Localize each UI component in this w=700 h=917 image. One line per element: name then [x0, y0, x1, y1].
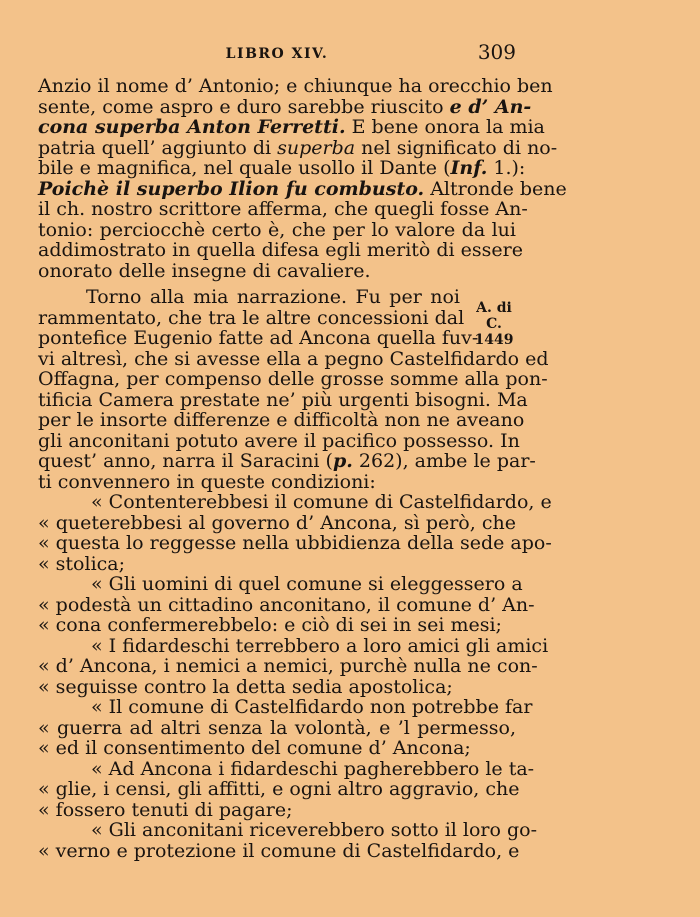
text-line: Anzio il nome d’ Antonio; e chiunque ha orecchio ben	[38, 75, 553, 97]
text-line: pontefice Eugenio fatte ad Ancona quella fuv-	[38, 327, 479, 349]
text-line: « Gli uomini di quel comune si eleggessero a	[91, 573, 523, 595]
text-line: tificia Camera prestate ne’ più urgenti bisogni. Ma	[38, 388, 528, 411]
text-line: tonio: perciocchè certo è, che per lo valore da lui	[38, 218, 516, 241]
text-line: « podestà un cittadino anconitano, il comune d’ An-	[38, 593, 535, 616]
text-line: Poichè il superbo Ilion fu combusto. Altronde bene	[38, 177, 567, 200]
text-line: il ch. nostro scrittore afferma, che quegli fosse An-	[38, 198, 528, 220]
text-line: « Gli anconitani riceverebbero sotto il loro go-	[91, 819, 538, 841]
text-line: « queterebbesi al governo d’ Ancona, sì però, che	[38, 511, 516, 534]
text-line: Offagna, per compenso delle grosse somme alla pon-	[38, 368, 548, 390]
text-line: « I fidardeschi terrebbero a loro amici gli amici	[91, 634, 549, 657]
quoted-condition-5	[38, 757, 535, 821]
text-line: per le insorte differenze e difficoltà non ne aveano	[38, 409, 525, 431]
text-line: onorato delle insegne di cavaliere.	[38, 259, 371, 282]
quoted-condition-6	[38, 819, 538, 862]
text-line: bile e magnifica, nel quale usollo il Dante (Inf. 1.):	[38, 157, 526, 179]
text-line: vi altresì, che si avesse ella a pegno Castelfidardo ed	[38, 347, 549, 370]
text-line: « ed il consentimento del comune d’ Ancona;	[38, 737, 471, 759]
text-line: quest’ anno, narra il Saracini (p. 262), ambe le par-	[38, 450, 536, 472]
marginal-date-note	[466, 300, 522, 348]
text-line: « guerra ad altri senza la volontà, e ’l permesso,	[38, 716, 516, 739]
text-line: « Il comune di Castelfidardo non potrebbe far	[91, 696, 533, 718]
text-line: patria quell’ aggiunto di superba nel significato di no-	[38, 136, 558, 159]
text-line: Torno alla mia narrazione. Fu per noi	[86, 286, 460, 308]
marginal-note-year: 1449	[474, 332, 514, 348]
page-header	[38, 30, 516, 76]
text-line: addimostrato in quella difesa egli meritò di essere	[38, 239, 523, 261]
text-line: « seguisse contro la detta sedia apostolica;	[38, 675, 453, 698]
text-line: « Contenterebbesi il comune di Castelfidardo, e	[91, 491, 552, 513]
page-number: 309	[477, 40, 516, 64]
quoted-condition-2	[38, 573, 535, 636]
quoted-condition-1	[38, 491, 552, 575]
text-line: « stolica;	[38, 552, 126, 575]
text-line: « questa lo reggesse nella ubbidienza della sede apo-	[38, 532, 552, 554]
paragraph-1	[38, 75, 567, 282]
text-line: sente, come aspro e duro sarebbe riuscito e d’ An-	[38, 95, 532, 118]
running-head: LIBRO XIV.	[225, 46, 329, 62]
text-line: « cona confermerebbelo: e ciò di sei in sei mesi;	[38, 614, 502, 636]
text-line: gli anconitani potuto avere il pacifico possesso. In	[38, 429, 520, 452]
quoted-condition-4	[38, 696, 533, 759]
book-page	[38, 30, 567, 862]
text-line: cona superba Anton Ferretti. E bene onora la mia	[38, 116, 545, 138]
marginal-note-label: A. di C.	[476, 300, 512, 332]
text-line: « Ad Ancona i fidardeschi pagherebbero le ta-	[91, 757, 535, 780]
text-line: « verno e protezione il comune di Castelfidardo, e	[38, 839, 520, 862]
paragraph-2	[38, 286, 549, 493]
quoted-condition-3	[38, 634, 549, 698]
body-text	[38, 75, 567, 862]
text-line: ti convennero in queste condizioni:	[38, 470, 376, 493]
text-line: rammentato, che tra le altre concessioni dal	[38, 306, 465, 329]
text-line: « glie, i censi, gli affitti, e ogni altro aggravio, che	[38, 778, 520, 800]
text-line: « d’ Ancona, i nemici a nemici, purchè nulla ne con-	[38, 655, 538, 677]
text-line: « fossero tenuti di pagare;	[38, 798, 293, 821]
